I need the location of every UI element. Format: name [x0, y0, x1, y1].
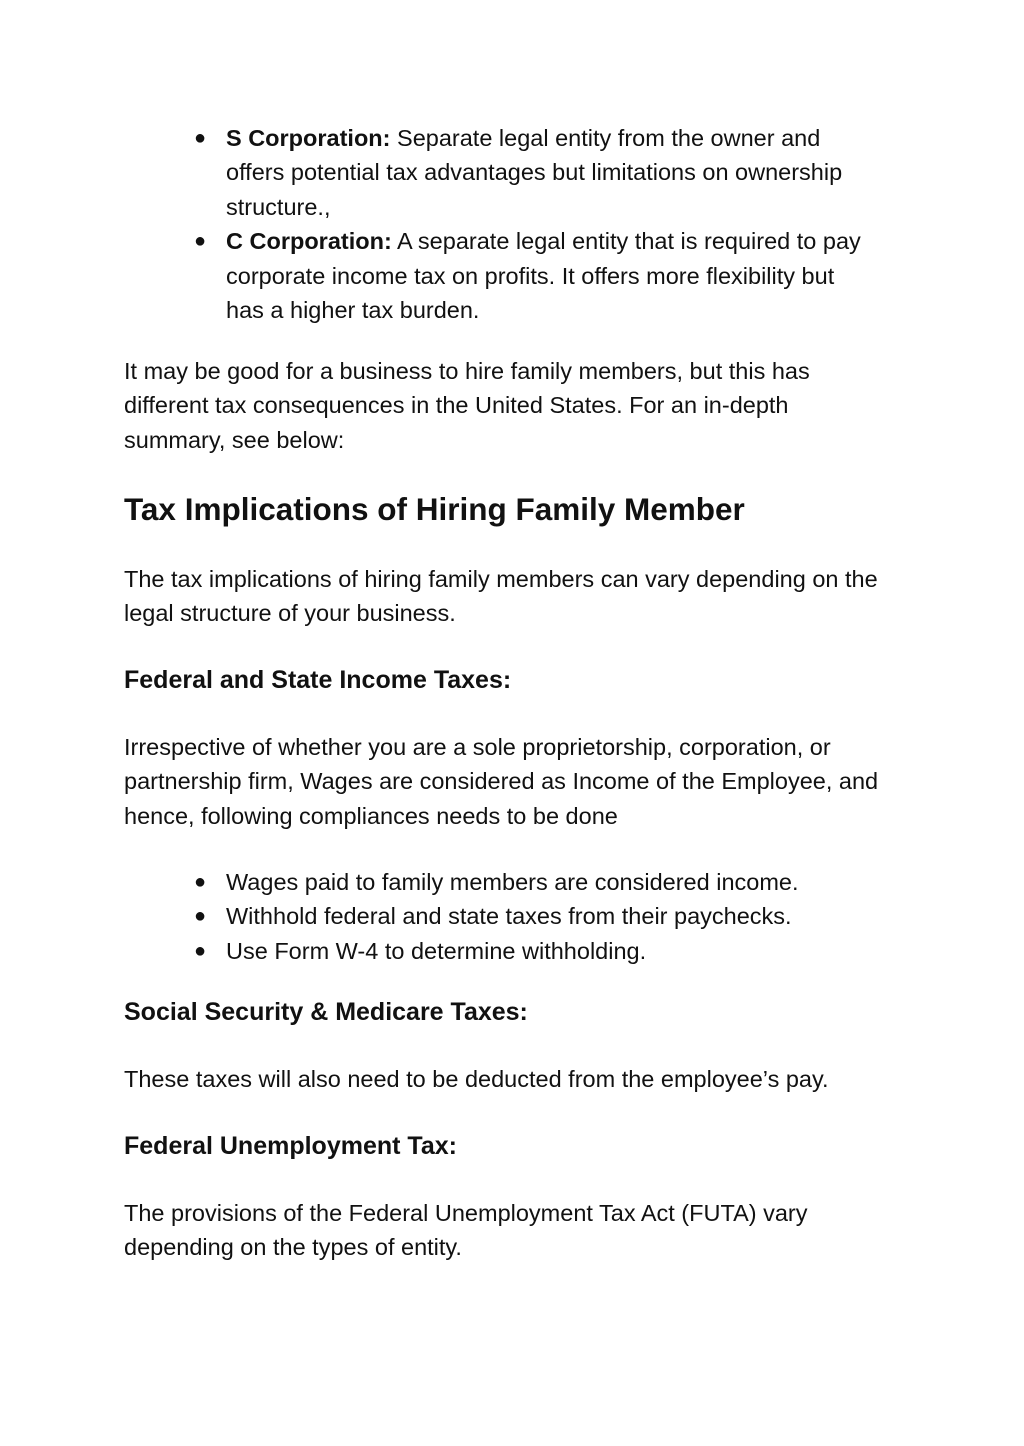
list-item-term: S Corporation: — [226, 125, 391, 151]
list-item-text: Withhold federal and state taxes from their paychecks. — [226, 903, 792, 930]
list-item-text: Use Form W-4 to determine withholding. — [226, 937, 647, 964]
list-item-description: A separate legal entity that is required to pay corporate income tax on profits. It offers more flexibility but has a higher tax burden. — [226, 228, 861, 324]
bullet-icon: ● — [194, 905, 207, 928]
section-paragraph: The tax implications of hiring family members can vary depending on the legal structure of your business. — [124, 566, 878, 627]
intro-paragraph: It may be good for a business to hire family members, but this has different tax consequences in the United States. For an in-depth summary, see below: — [124, 358, 810, 453]
income-taxes-list — [194, 865, 866, 968]
section-heading: Tax Implications of Hiring Family Member — [124, 491, 745, 527]
futa-heading: Federal Unemployment Tax: — [124, 1132, 457, 1160]
entity-type-list — [194, 121, 866, 327]
income-taxes-heading: Federal and State Income Taxes: — [124, 666, 512, 694]
list-item-description: Separate legal entity from the owner and offers potential tax advantages but limitations on ownership structure., — [226, 125, 843, 220]
list-item — [194, 121, 866, 224]
list-item — [194, 899, 866, 933]
bullet-icon: ● — [194, 230, 207, 253]
bullet-icon: ● — [194, 939, 207, 962]
list-item — [194, 865, 866, 899]
list-item-term: C Corporation: — [226, 228, 392, 255]
list-item-text: Wages paid to family members are considered income. — [226, 869, 799, 895]
income-taxes-paragraph: Irrespective of whether you are a sole proprietorship, corporation, or partnership firm, Wages are considered as Income of the Employee, and hence, following compliances needs to be done — [124, 734, 879, 829]
social-security-heading: Social Security & Medicare Taxes: — [124, 998, 528, 1026]
list-item — [194, 934, 866, 968]
bullet-icon: ● — [194, 871, 207, 893]
bullet-icon: ● — [194, 127, 207, 149]
futa-paragraph: The provisions of the Federal Unemployment Tax Act (FUTA) vary depending on the types of entity. — [124, 1200, 808, 1261]
list-item — [194, 224, 866, 327]
social-security-paragraph: These taxes will also need to be deducted from the employee’s pay. — [124, 1066, 829, 1092]
